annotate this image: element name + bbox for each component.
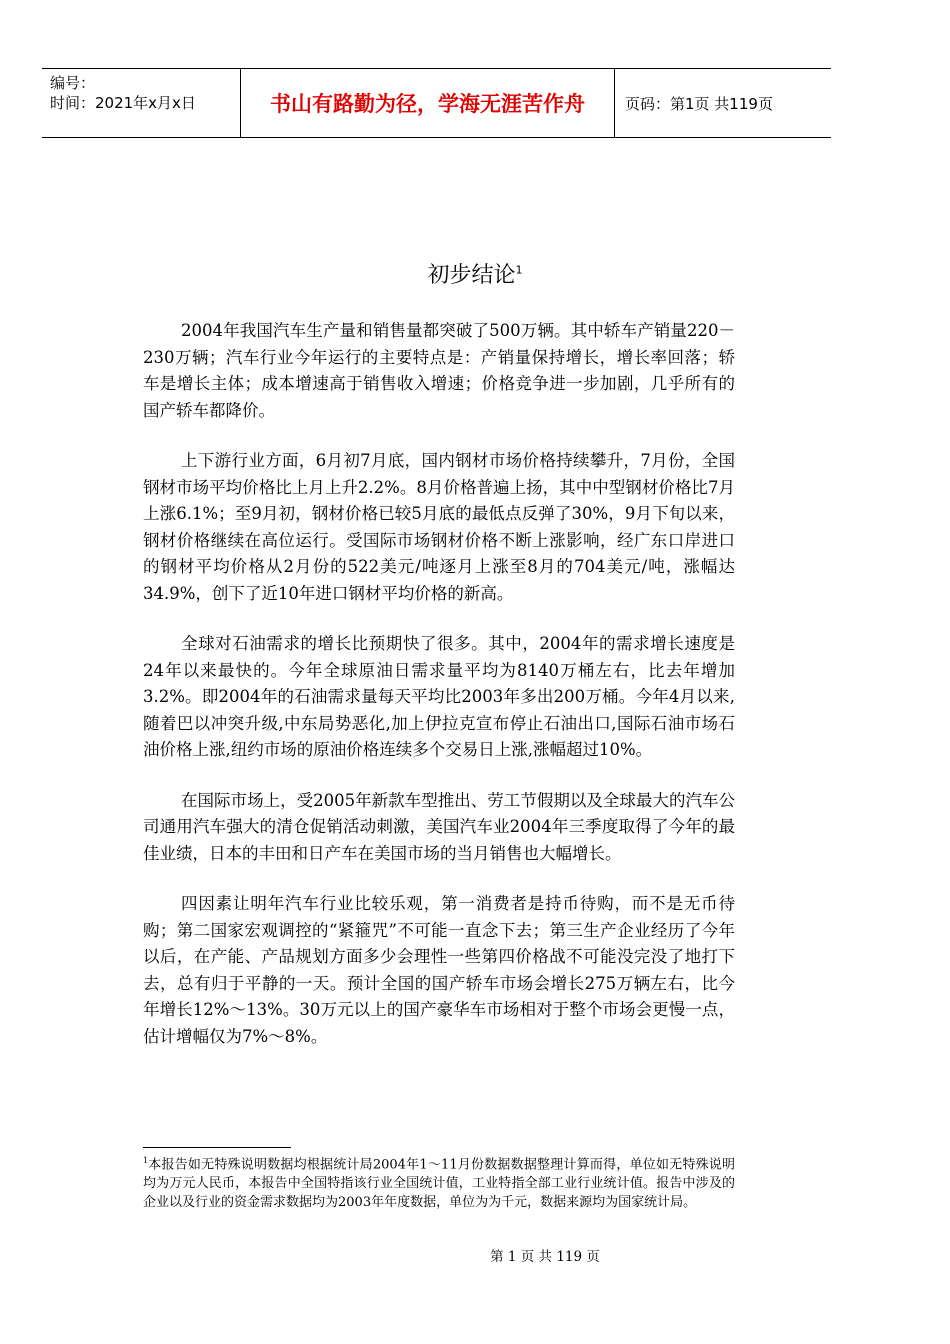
paragraph: 四因素让明年汽车行业比较乐观，第一消费者是持币待购，而不是无币待购；第二国家宏观调控的“紧箍咒”不可能一直念下去；第三生产企业经历了今年以后，在产能、产品规划方面多少会理性一些第四价格战不可能没完没了地打下去，总有归于平静的一天。预计全国的国产轿车市场会增长275万辆左右，比今年增长12%～13%。30万元以上的国产豪华车市场相对于整个市场会更慢一点，估计增幅仅为7%～8%。: [143, 894, 735, 1046]
paragraph: 在国际市场上，受2005年新款车型推出、劳工节假期以及全球最大的汽车公司通用汽车强大的清仓促销活动刺激，美国汽车业2004年三季度取得了今年的最佳业绩，日本的丰田和日产车在美国市场的当月销售也大幅增长。: [143, 790, 735, 863]
header-motto-cell: [241, 69, 615, 137]
paragraph: 2004年我国汽车生产量和销售量都突破了500万辆。其中轿车产销量220－230万辆；汽车行业今年运行的主要特点是：产销量保持增长，增长率回落；轿车是增长主体；成本增速高于销售收入增速；价格竞争进一步加剧，几乎所有的国产轿车都降价。: [143, 321, 735, 420]
header-page-cell: [615, 69, 831, 137]
document-body: [143, 318, 735, 1074]
title-text: 初步结论: [427, 263, 516, 288]
footnote-divider: [143, 1147, 291, 1148]
document-title: [0, 258, 950, 289]
motto: 书山有路勤为径，学海无涯苦作舟: [270, 92, 585, 116]
page-header: [42, 68, 831, 138]
paragraph: 上下游行业方面，6月初7月底，国内钢材市场价格持续攀升，7月份，全国钢材市场平均价格比上月上升2.2%。8月价格普遍上扬，其中中型钢材价格比7月上涨6.1%；至9月初，钢材价格已较5月底的最低点反弹了30%，9月下旬以来，钢材价格继续在高位运行。受国际市场钢材价格不断上涨影响，经广东口岸进口的钢材平均价格从2月份的522美元/吨逐月上涨至8月的704美元/吨，涨幅达34.9%，创下了近10年进口钢材平均价格的新高。: [143, 451, 735, 603]
footnote-text: 本报告如无特殊说明数据均根据统计局2004年1～11月份数据数据整理计算而得，单位如无特殊说明均为万元人民币，本报告中全国特指该行业全国统计值，工业特指全部工业行业统计值。报告中涉及的企业以及行业的资金需求数据均为2003年年度数据，单位为为千元，数据来源均为国家统计局。: [143, 1157, 735, 1211]
page-label: 页码：第1页 共119页: [625, 94, 773, 113]
date-label: 时间：2021年x月x日: [50, 94, 196, 112]
header-meta: [42, 69, 241, 137]
title-footnote-mark: 1: [515, 263, 523, 277]
page-footer: 第 1 页 共 119 页: [490, 1249, 600, 1265]
number-label: 编号：: [50, 74, 96, 92]
footnote-mark: 1: [143, 1156, 149, 1165]
paragraph: 全球对石油需求的增长比预期快了很多。其中，2004年的需求增长速度是24年以来最快的。今年全球原油日需求量平均为8140万桶左右，比去年增加3.2%。即2004年的石油需求量每天平均比2003年多出200万桶。今年4月以来,随着巴以冲突升级,中东局势恶化,加上伊拉克宣布停止石油出口,国际石油市场石油价格上涨,纽约市场的原油价格连续多个交易日上涨,涨幅超过10%。: [143, 634, 735, 759]
footnote: [143, 1151, 735, 1212]
